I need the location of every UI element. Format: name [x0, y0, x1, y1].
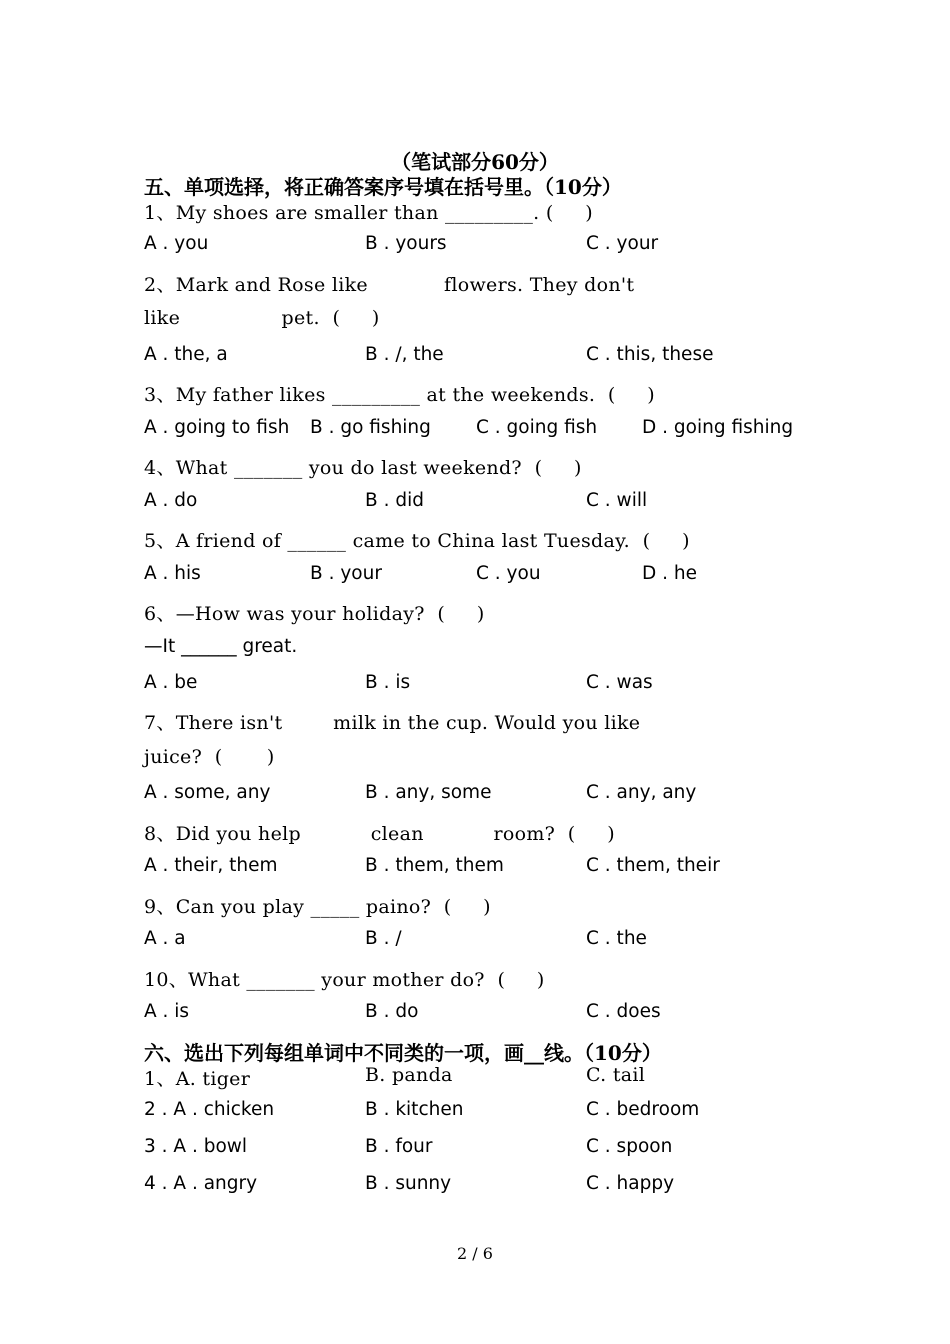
q3-option-b: B . go fishing	[310, 417, 431, 438]
q10-option-c: C . does	[586, 1001, 661, 1022]
s6-row-4-b: B . sunny	[365, 1173, 452, 1194]
q1-option-a: A . you	[144, 233, 209, 254]
q4-option-c: C . will	[586, 490, 648, 511]
page-number: 2 / 6	[457, 1244, 493, 1263]
s6-row-1-c: C. tail	[586, 1064, 646, 1086]
question-4: 4、What _______ you do last weekend? ( )	[144, 457, 582, 479]
s6-row-2-c: C . bedroom	[586, 1099, 700, 1120]
q5-option-a: A . his	[144, 563, 201, 584]
s6-row-2-a: 2 . A . chicken	[144, 1099, 275, 1120]
q3-option-a: A . going to fish	[144, 417, 290, 438]
q2-option-b: B . /, the	[365, 344, 444, 365]
q4-option-b: B . did	[365, 490, 424, 511]
question-2-line-1: 2、Mark and Rose like flowers. They don't	[144, 274, 635, 296]
q6-option-a: A . be	[144, 672, 198, 693]
question-7-line-1: 7、There isn't milk in the cup. Would you like	[144, 712, 641, 734]
q8-option-c: C . them, their	[586, 855, 720, 876]
q5-option-c: C . you	[476, 563, 541, 584]
s6-row-3-c: C . spoon	[586, 1136, 673, 1157]
q5-option-b: B . your	[310, 563, 382, 584]
question-7-line-2: juice? ( )	[144, 746, 275, 768]
section-5-heading: 五、单项选择，将正确答案序号填在括号里。（10分）	[144, 175, 622, 199]
q9-option-c: C . the	[586, 928, 647, 949]
q7-option-b: B . any, some	[365, 782, 492, 803]
question-1: 1、My shoes are smaller than _________. ( )	[144, 202, 593, 224]
question-9: 9、Can you play _____ paino? ( )	[144, 896, 491, 918]
question-5: 5、A friend of ______ came to China last Tuesday. ( )	[144, 530, 690, 552]
q10-option-b: B . do	[365, 1001, 419, 1022]
q10-option-a: A . is	[144, 1001, 190, 1022]
s6-row-3-a: 3 . A . bowl	[144, 1136, 248, 1157]
s6-row-2-b: B . kitchen	[365, 1099, 464, 1120]
s6-row-4-c: C . happy	[586, 1173, 675, 1194]
question-2-line-2: like pet. ( )	[144, 307, 380, 329]
q6-option-c: C . was	[586, 672, 653, 693]
q1-option-b: B . yours	[365, 233, 447, 254]
page-title: （笔试部分60分）	[391, 150, 559, 174]
section-6-heading: 六、选出下列每组单词中不同类的一项，画__线。（10分）	[144, 1041, 662, 1065]
question-8: 8、Did you help clean room? ( )	[144, 823, 615, 845]
q6-option-b: B . is	[365, 672, 411, 693]
q5-option-d: D . he	[642, 563, 697, 584]
q9-option-a: A . a	[144, 928, 186, 949]
q3-option-c: C . going fish	[476, 417, 598, 438]
q7-option-c: C . any, any	[586, 782, 697, 803]
s6-row-1-b: B. panda	[365, 1064, 453, 1086]
s6-row-1-a: 1、A. tiger	[144, 1068, 251, 1090]
s6-row-3-b: B . four	[365, 1136, 433, 1157]
q1-option-c: C . your	[586, 233, 659, 254]
q2-option-c: C . this, these	[586, 344, 714, 365]
q4-option-a: A . do	[144, 490, 198, 511]
q9-option-b: B . /	[365, 928, 402, 949]
q3-option-d: D . going fishing	[642, 417, 794, 438]
question-6-line-1: 6、—How was your holiday? ( )	[144, 603, 485, 625]
question-3: 3、My father likes _________ at the weekends. ( )	[144, 384, 656, 406]
question-10: 10、What _______ your mother do? ( )	[144, 969, 545, 991]
q8-option-a: A . their, them	[144, 855, 278, 876]
q2-option-a: A . the, a	[144, 344, 228, 365]
s6-row-4-a: 4 . A . angry	[144, 1173, 258, 1194]
question-6-line-2: —It ______ great.	[144, 636, 298, 657]
q8-option-b: B . them, them	[365, 855, 504, 876]
q7-option-a: A . some, any	[144, 782, 271, 803]
